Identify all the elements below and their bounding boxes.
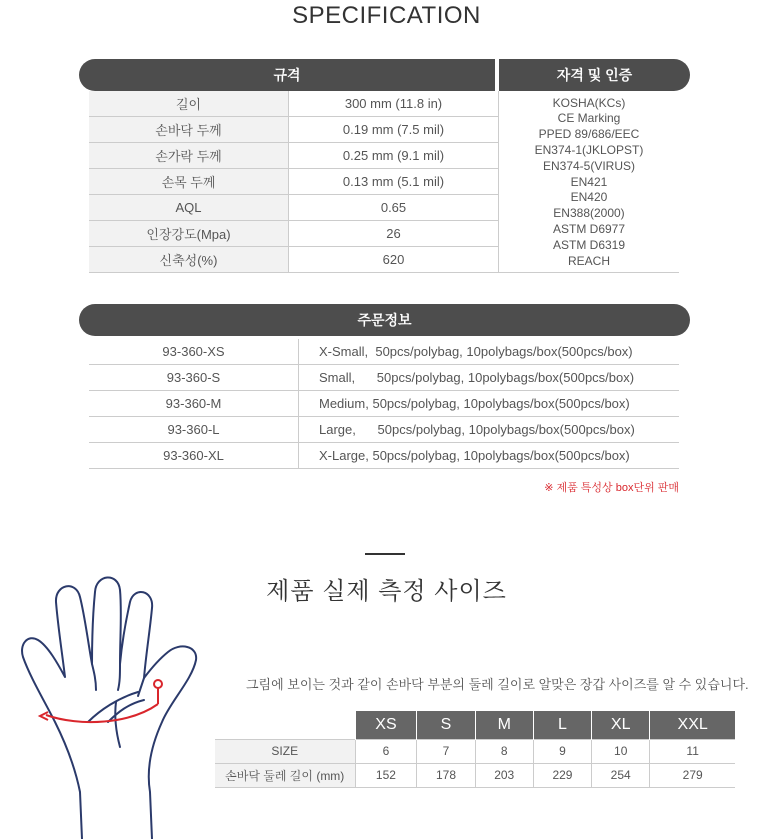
spec-value: 300 mm (11.8 in): [289, 91, 499, 116]
spec-label: 신축성(%): [89, 247, 289, 272]
size-header-cell: XXL: [650, 711, 735, 739]
cert-item: PPED 89/686/EEC: [538, 127, 640, 142]
spec-row: [89, 169, 499, 195]
palm-value: 178: [417, 763, 475, 787]
order-rows: [89, 339, 679, 469]
spec-value: 26: [289, 221, 499, 246]
spec-row: [89, 247, 499, 273]
size-table: [215, 711, 735, 788]
cert-item: EN374-5(VIRUS): [542, 158, 636, 173]
order-code: 93-360-XS: [89, 339, 299, 364]
size-value: 7: [417, 739, 475, 763]
cert-item: ASTM D6977: [552, 221, 626, 236]
spec-label: 인장강도(Mpa): [89, 221, 289, 246]
size-header-cell: L: [533, 711, 591, 739]
size-row-label: SIZE: [215, 739, 355, 763]
spec-row: [89, 91, 499, 117]
cert-item: ASTM D6319: [552, 237, 626, 252]
cert-item: EN421: [570, 174, 608, 189]
order-desc: Medium, 50pcs/polybag, 10polybags/box(500pcs/box): [319, 396, 630, 411]
order-code: 93-360-S: [89, 365, 299, 390]
measure-note: 그림에 보이는 것과 같이 손바닥 부분의 둘레 길이로 알맞은 장갑 사이즈를 알 수 있습니다.: [246, 677, 749, 692]
cert-item: REACH: [567, 253, 610, 268]
palm-row: [215, 763, 735, 787]
order-header: 주문정보: [79, 304, 690, 336]
size-header-cell: S: [417, 711, 475, 739]
order-desc: Large, 50pcs/polybag, 10polybags/box(500pcs/box): [319, 422, 635, 437]
spec-value: 620: [289, 247, 499, 272]
size-header-cell: M: [475, 711, 533, 739]
order-note: ※ 제품 특성상 box단위 판매: [544, 482, 679, 494]
spec-value: 0.65: [289, 195, 499, 220]
section-divider: [365, 553, 405, 555]
cert-item: EN388(2000): [553, 206, 625, 221]
spec-table-body: [89, 91, 679, 273]
spec-row: [89, 117, 499, 143]
spec-value: 0.25 mm (9.1 mil): [289, 143, 499, 168]
cert-list: [499, 91, 679, 273]
size-value: 9: [533, 739, 591, 763]
order-desc: Small, 50pcs/polybag, 10polybags/box(500pcs/box): [319, 370, 635, 385]
spec-label: 손가락 두께: [89, 143, 289, 168]
order-row: [89, 443, 679, 469]
palm-value: 254: [592, 763, 650, 787]
spec-table-header: [79, 59, 690, 91]
spec-label: AQL: [89, 195, 289, 220]
spec-label: 손바닥 두께: [89, 117, 289, 142]
size-header-row: [215, 711, 735, 739]
spec-table: [79, 59, 690, 273]
spec-label: 손목 두께: [89, 169, 289, 194]
spec-row: [89, 221, 499, 247]
order-row: [89, 365, 679, 391]
order-row: [89, 391, 679, 417]
size-value: 10: [592, 739, 650, 763]
spec-label: 길이: [89, 91, 289, 116]
size-header-cell: XS: [355, 711, 417, 739]
palm-value: 152: [355, 763, 417, 787]
order-code: 93-360-L: [89, 417, 299, 442]
order-row: [89, 417, 679, 443]
size-value: 8: [475, 739, 533, 763]
order-desc: X-Small, 50pcs/polybag, 10polybags/box(500pcs/box): [319, 344, 633, 359]
spec-title: SPECIFICATION: [292, 2, 481, 29]
order-code: 93-360-M: [89, 391, 299, 416]
spec-row: [89, 143, 499, 169]
cert-item: EN374-1(JKLOPST): [534, 143, 644, 157]
spec-rows: [89, 91, 499, 273]
palm-row-label: 손바닥 둘레 길이 (mm): [215, 763, 355, 787]
order-row: [89, 339, 679, 365]
spec-value: 0.13 mm (5.1 mil): [289, 169, 499, 194]
size-row: [215, 739, 735, 763]
palm-value: 203: [475, 763, 533, 787]
spec-header-right: 자격 및 인증: [499, 59, 690, 91]
cert-item: CE Marking: [557, 111, 621, 126]
cert-item: KOSHA(KCs): [552, 95, 626, 110]
glove-outline-icon: [20, 572, 235, 839]
spec-header-left: 규격: [79, 59, 495, 91]
spec-row: [89, 195, 499, 221]
size-value: 6: [355, 739, 417, 763]
spec-value: 0.19 mm (7.5 mil): [289, 117, 499, 142]
order-desc: X-Large, 50pcs/polybag, 10polybags/box(500pcs/box): [319, 448, 630, 463]
order-code: 93-360-XL: [89, 443, 299, 468]
cert-item: EN420: [570, 190, 608, 205]
size-value: 11: [650, 739, 735, 763]
order-table: [79, 304, 690, 469]
palm-value: 279: [650, 763, 735, 787]
palm-value: 229: [533, 763, 591, 787]
measure-title: 제품 실제 측정 사이즈: [266, 578, 507, 605]
size-header-cell: XL: [592, 711, 650, 739]
